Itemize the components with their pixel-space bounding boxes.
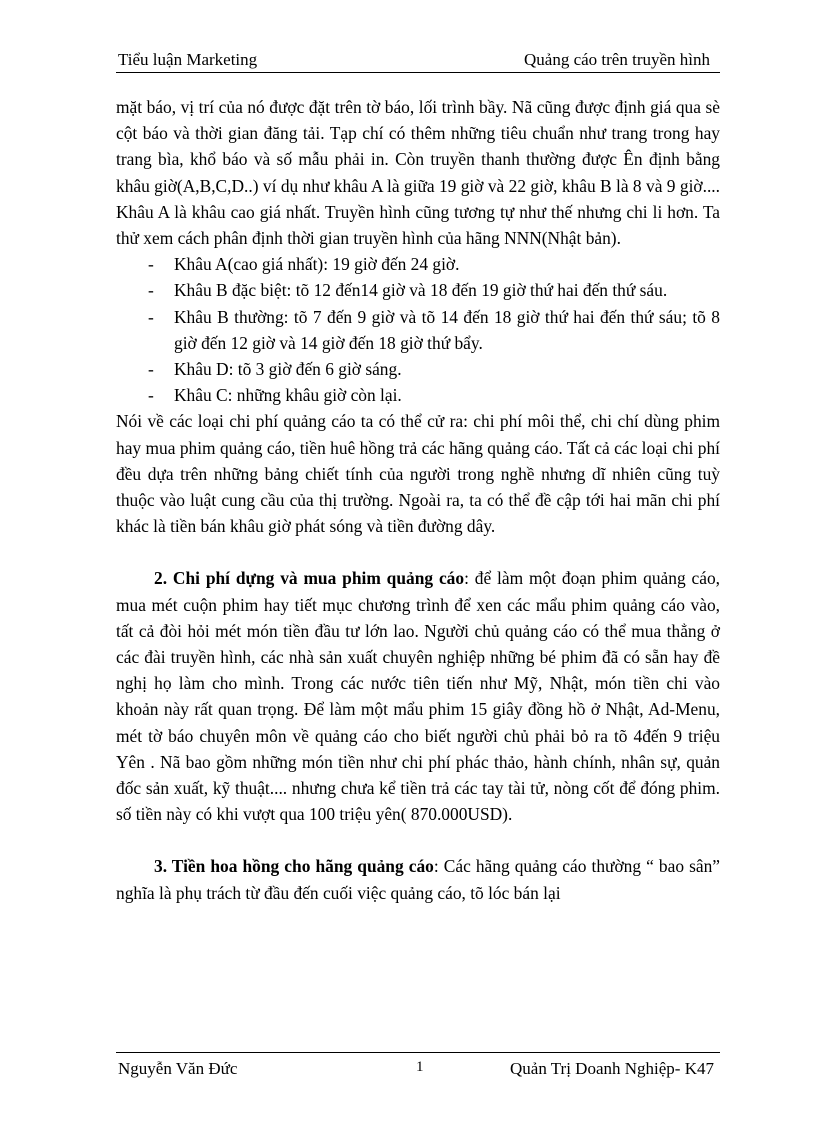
page-number: 1	[416, 1059, 424, 1075]
list-item	[116, 304, 720, 356]
list-item-text: Khâu D: tõ 3 giờ đến 6 giờ sáng.	[174, 359, 402, 380]
bullet-marker: -	[148, 254, 154, 275]
section-3-text: : Các hãng quảng cáo thường “ bao sân” nghĩa là phụ trách từ đầu đến cuối việc quảng cáo, tõ lóc bán lại	[116, 856, 720, 903]
list-item-text: Khâu A(cao giá nhất): 19 giờ đến 24 giờ.	[174, 254, 460, 275]
bullet-list	[116, 251, 720, 408]
paragraph-2: Nói về các loại chi phí quảng cáo ta có thể cử ra: chi phí môi thể, chi chí dùng phim hay mua phim quảng cáo, tiền huê hồng trả các hãng quảng cáo. Tất cả các loại chi phí đều dựa trên những bảng chiết tính của người trong nghề nhưng dĩ nhiên cũng tuỳ thuộc vào luật cung cầu của thị trường. Ngoài ra, ta có thể đề cập tới hai mãn chi phí khác là tiền bán khâu giờ phát sóng và tiền đường dây.	[116, 411, 720, 537]
section-2-paragraph	[116, 565, 720, 827]
paragraph-1: mặt báo, vị trí của nó được đặt trên tờ báo, lối trình bầy. Nã cũng được định giá qua sè cột báo và thời gian đăng tải. Tạp chí có thêm những tiêu chuẩn như trang trong hay trang bìa, khổ báo và số mẫu phải in. Còn truyền thanh thường được Ên định bằng khâu giờ(A,B,C,D..) ví dụ như khâu A là giữa 19 giờ và 22 giờ, khâu B là 8 và 9 giờ.... Khâu A là khâu cao giá nhất. Truyền hình cũng tương tự như thế nhưng chi li hơn. Ta thử xem cách phân định thời gian truyền hình của hãng NNN(Nhật bản).	[116, 97, 720, 249]
list-item-text: Khâu B thường: tõ 7 đến 9 giờ và tõ 14 đến 18 giờ thứ hai đến thứ sáu; tõ 8 giờ đến 12 giờ và 14 giờ đến 18 giờ thứ bẩy.	[174, 306, 720, 353]
paragraph-spacer	[116, 539, 720, 565]
header-left-title: Tiểu luận Marketing	[118, 50, 258, 69]
paragraph-spacer	[116, 827, 720, 853]
list-item	[116, 277, 720, 303]
footer-course: Quản Trị Doanh Nghiệp- K47	[510, 1059, 714, 1078]
section-2-title: 2. Chi phí dựng và mua phim quảng cáo	[154, 568, 465, 589]
footer-author: Nguyễn Văn Đức	[118, 1059, 238, 1078]
list-item	[116, 356, 720, 382]
page-footer	[116, 1052, 720, 1083]
page-header	[116, 48, 720, 73]
header-right-title: Quảng cáo trên truyền hình	[524, 50, 710, 69]
section-3-title: 3. Tiền hoa hồng cho hãng quảng cáo	[154, 856, 434, 877]
bullet-marker: -	[148, 359, 154, 380]
list-item	[116, 251, 720, 277]
list-item	[116, 382, 720, 408]
bullet-marker: -	[148, 280, 154, 301]
document-body	[116, 94, 720, 906]
section-3-paragraph	[116, 853, 720, 905]
section-2-text: : để làm một đoạn phim quảng cáo, mua mét cuộn phim hay tiết mục chương trình để xen các mẩu phim quảng cáo vào, tất cả đòi hỏi mét món tiền đầu tư lớn lao. Người chủ quảng cáo có thể mua thẳng ở các đài truyền hình, các nhà sản xuất chuyên nghiệp những bé phim đã có sẵn hay đề nghị họ làm cho mình. Trong các nước tiên tiến như Mỹ, Nhật, món tiền chi vào khoản này rất quan trọng. Để làm một mẩu phim 15 giây đồng hồ ở Nhật, Ad-Menu, mét tờ báo chuyên môn về quảng cáo cho biết người chủ phải bỏ ra tõ 4đến 9 triệu Yên . Nã bao gồm những món tiền như chi phí phác thảo, hành chính, nhân sự, quản đốc sản xuất, kỹ thuật.... nhưng chưa kể tiền trả các tay tài tử, nòng cốt để đóng phim. số tiền này có khi vượt qua 100 triệu yên( 870.000USD).	[116, 568, 720, 825]
bullet-marker: -	[148, 306, 154, 327]
list-item-text: Khâu C: những khâu giờ còn lại.	[174, 385, 402, 406]
bullet-marker: -	[148, 385, 154, 406]
list-item-text: Khâu B đặc biệt: tõ 12 đến14 giờ và 18 đến 19 giờ thứ hai đến thứ sáu.	[174, 280, 668, 301]
